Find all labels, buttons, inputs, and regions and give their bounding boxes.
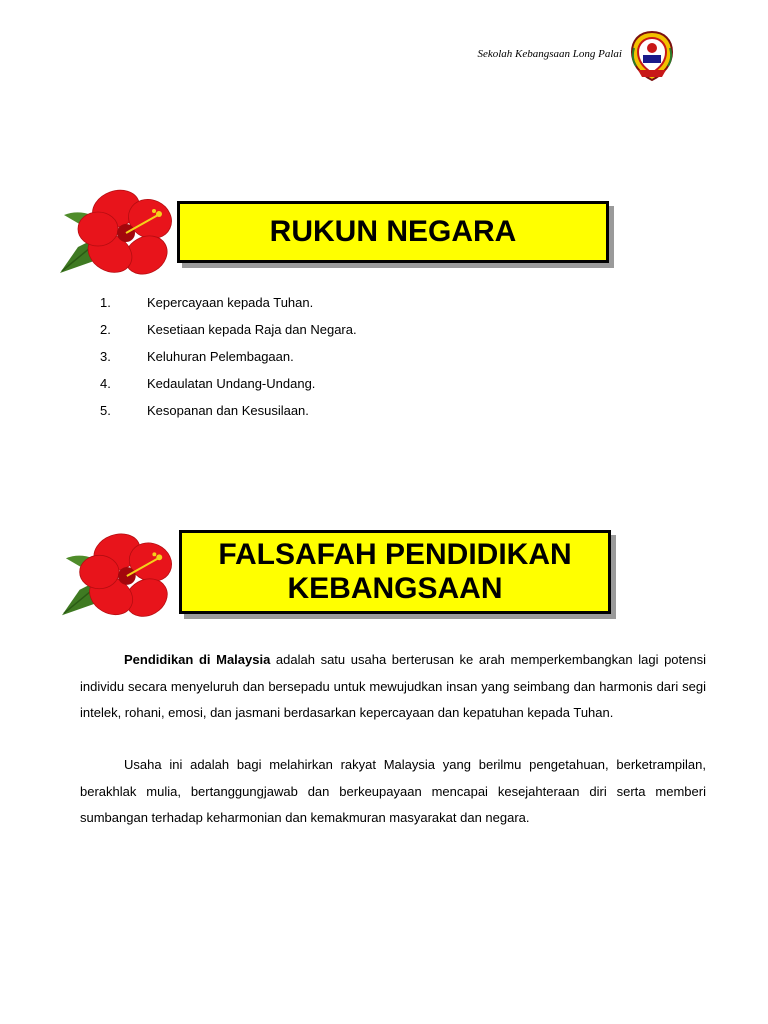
falsafah-title-line2: KEBANGSAAN <box>287 572 503 605</box>
school-name: Sekolah Kebangsaan Long Palai <box>477 48 622 60</box>
hibiscus-flower-icon <box>60 528 176 620</box>
paragraph-bold-lead: Pendidikan di Malaysia <box>124 652 271 667</box>
list-text: Kepercayaan kepada Tuhan. <box>147 295 314 310</box>
rukun-negara-title-text: RUKUN NEGARA <box>269 215 517 248</box>
school-crest-icon <box>630 30 674 82</box>
list-text: Keluhuran Pelembagaan. <box>147 349 294 364</box>
list-text: Kedaulatan Undang-Undang. <box>147 376 316 391</box>
list-number: 1. <box>100 295 111 310</box>
list-item <box>100 403 357 430</box>
list-number: 2. <box>100 322 111 337</box>
falsafah-title-line1: FALSAFAH PENDIDIKAN <box>218 538 572 571</box>
list-number: 5. <box>100 403 111 418</box>
list-number: 3. <box>100 349 111 364</box>
rukun-negara-list <box>100 295 357 430</box>
list-item <box>100 322 357 349</box>
paragraph-text: adalah satu usaha berterusan ke arah memperkembangkan lagi potensi individu secara menyeluruh dan bersepadu untuk mewujudkan insan yang seimbang dan harmonis dari segi intelek, rohani, emosi, dan jasmani berdasarkan kepercayaan dan kepatuhan kepada Tuhan. <box>80 652 706 720</box>
paragraph-text: Usaha ini adalah bagi melahirkan rakyat Malaysia yang berilmu pengetahuan, berketrampilan, berakhlak mulia, bertanggungjawab dan berkeupayaan mencapai kesejahteraan diri serta memberi sumbangan terhadap keharmonian dan kemakmuran masyarakat dan negara. <box>80 757 706 825</box>
list-item <box>100 349 357 376</box>
list-number: 4. <box>100 376 111 391</box>
hibiscus-flower-icon <box>58 185 176 277</box>
rukun-negara-title <box>177 201 609 263</box>
list-text: Kesetiaan kepada Raja dan Negara. <box>147 322 357 337</box>
falsafah-paragraph-1 <box>80 647 706 727</box>
falsafah-title <box>179 530 611 614</box>
list-item <box>100 295 357 322</box>
list-text: Kesopanan dan Kesusilaan. <box>147 403 309 418</box>
list-item <box>100 376 357 403</box>
falsafah-paragraph-2 <box>80 752 706 832</box>
